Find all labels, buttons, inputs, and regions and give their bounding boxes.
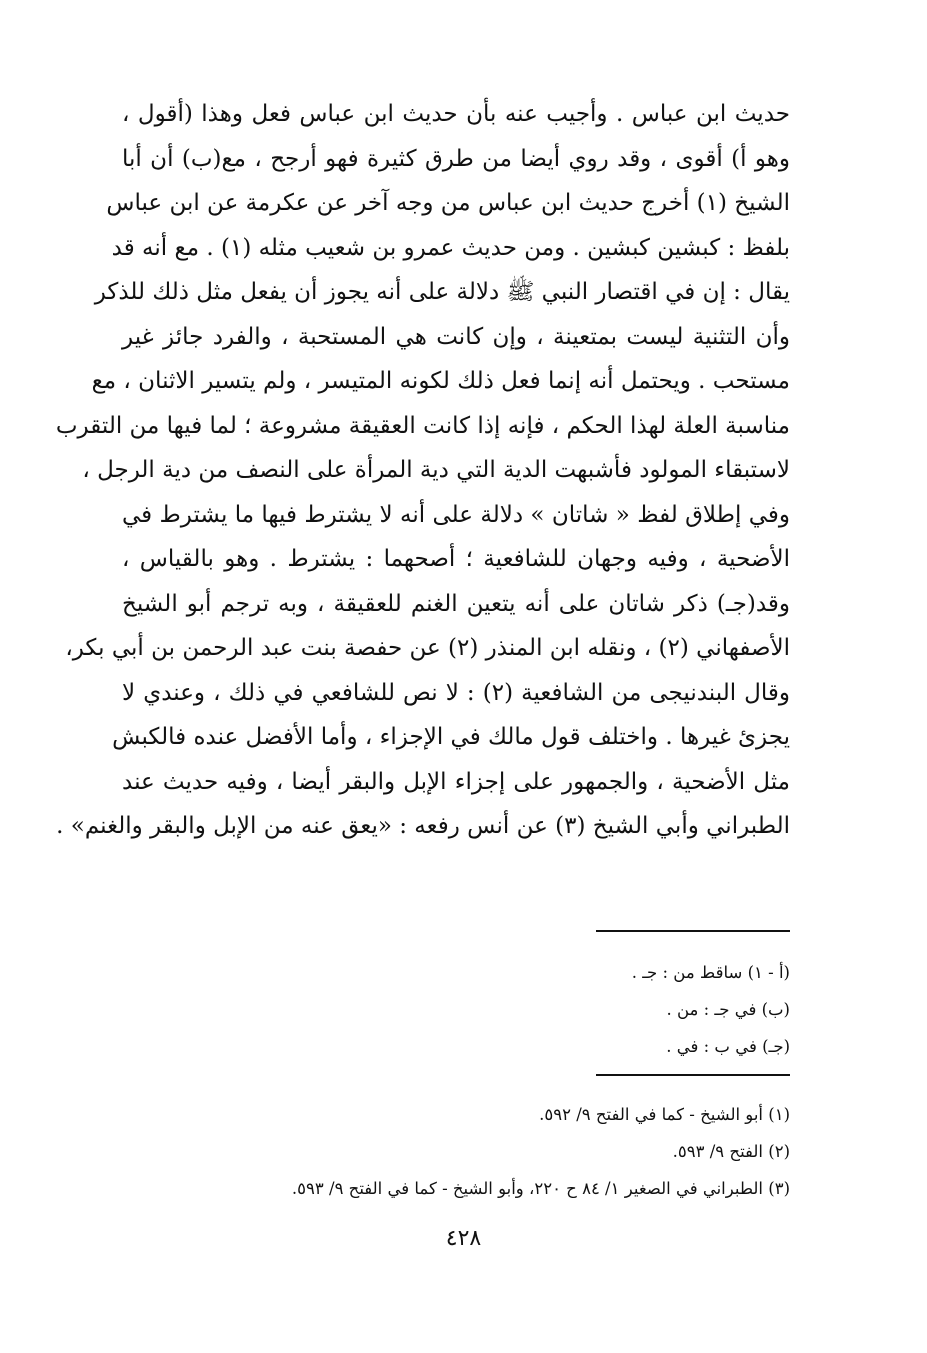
text-line: يقال : إن في اقتصار النبي ﷺ دلالة على أنه يجوز أن يفعل مثل ذلك للذكر <box>94 279 790 305</box>
text-line: مثل الأضحية ، والجمهور على إجزاء الإبل والبقر أيضا ، وفيه حديث عند <box>122 768 790 795</box>
reference-note: (١) أبو الشيخ - كما في الفتح ٩/ ٥٩٢. <box>539 1105 790 1124</box>
reference-note: (٢) الفتح ٩/ ٥٩٣. <box>672 1142 790 1161</box>
variant-notes <box>150 954 790 1065</box>
text-line: وقال البندنيجى من الشافعية (٢) : لا نص للشافعي في ذلك ، وعندي لا <box>122 679 790 706</box>
text-line: بلفظ : كبشين كبشين . ومن حديث عمرو بن شعيب مثله (١) . مع أنه قد <box>111 234 790 261</box>
main-text <box>55 92 790 849</box>
text-line: وهو أ) أقوى ، وقد روي أيضا من طرق كثيرة فهو أرجح ، مع(ب) أن أبا <box>122 145 790 172</box>
text-line: مناسبة العلة لهذا الحكم ، فإنه إذا كانت العقيقة مشروعة ؛ لما فيها من التقرب <box>55 412 790 439</box>
variant-note: (ب) في جـ : من . <box>666 1000 790 1019</box>
text-line: وقد(جـ) ذكر شاتان على أنه يتعين الغنم للعقيقة ، وبه ترجم أبو الشيخ <box>122 590 790 617</box>
text-line: لاستبقاء المولود فأشبهت الدية التي دية المرأة على النصف من دية الرجل ، <box>82 457 790 483</box>
text-line: الأصفهاني (٢) ، ونقله ابن المنذر (٢) عن حفصة بنت عبد الرحمن بن أبي بكر، <box>65 635 790 661</box>
text-line: وفي إطلاق لفظ « شاتان » دلالة على أنه لا يشترط فيها ما يشترط في <box>122 501 790 528</box>
page-number: ٤٢٨ <box>445 1226 482 1251</box>
text-line: مستحب . ويحتمل أنه إنما فعل ذلك لكونه المتيسر ، ولم يتسير الاثنان ، مع <box>91 368 790 394</box>
text-line: الطبراني وأبي الشيخ (٣) عن أنس رفعه : «يعق عنه من الإبل والبقر والغنم» . <box>56 813 790 839</box>
reference-note: (٣) الطبراني في الصغير ١/ ٨٤ ح ٢٢٠، وأبو الشيخ - كما في الفتح ٩/ ٥٩٣. <box>291 1179 790 1198</box>
text-line: الأضحية ، وفيه وجهان للشافعية ؛ أصحهما : يشترط . وهو بالقياس ، <box>122 546 790 572</box>
footnote-separator-top <box>596 930 790 932</box>
reference-notes <box>150 1096 790 1207</box>
text-line: حديث ابن عباس . وأجيب عنه بأن حديث ابن عباس فعل وهذا (أقول ، <box>122 101 790 127</box>
text-line: وأن التثنية ليست بمتعينة ، وإن كانت هي المستحبة ، والفرد جائز غير <box>122 323 790 350</box>
text-line: يجزئ غيرها . واختلف قول مالك في الإجزاء ، وأما الأفضل عنده فالكبش <box>112 724 790 750</box>
footnote-separator-bottom <box>596 1074 790 1076</box>
variant-note: (جـ) في ب : في . <box>666 1037 790 1056</box>
variant-note: (أ - ١) ساقط من : جـ . <box>631 963 790 982</box>
text-line: الشيخ (١) أخرج حديث ابن عباس من وجه آخر عن عكرمة عن ابن عباس <box>106 190 790 216</box>
